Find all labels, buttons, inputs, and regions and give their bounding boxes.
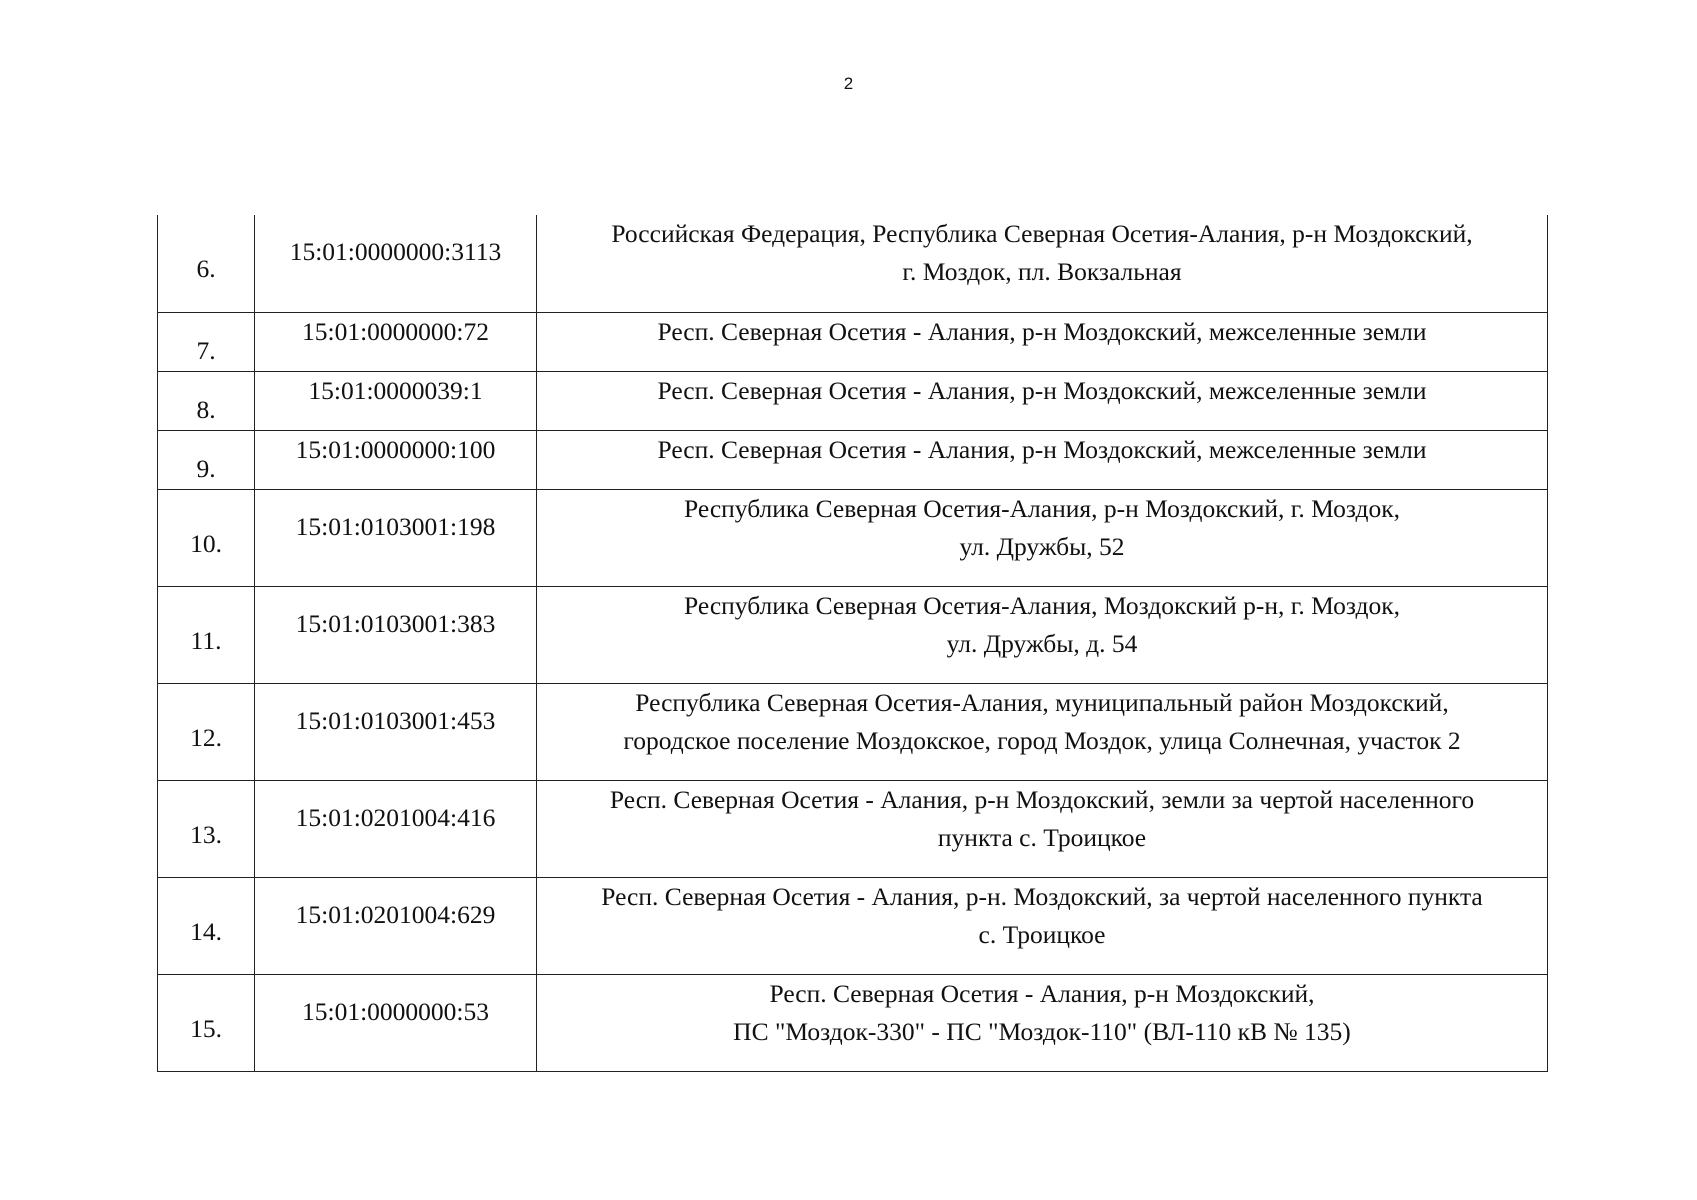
cadastral-number: 15:01:0000000:100 [255, 430, 537, 489]
cadastral-number: 15:01:0000039:1 [255, 371, 537, 430]
table-row [158, 780, 1548, 877]
row-number: 13. [158, 780, 255, 877]
address-line: ПС "Моздок-330" - ПС "Моздок-110" (ВЛ-110 кВ № 135) [733, 1016, 1351, 1046]
address-cell [537, 780, 1548, 877]
table-row [158, 974, 1548, 1071]
cadastral-number: 15:01:0000000:53 [255, 974, 537, 1071]
address-line: Республика Северная Осетия-Алания, муниципальный район Моздокский, [635, 687, 1449, 717]
table-row [158, 683, 1548, 780]
address-cell [537, 371, 1548, 430]
table-row [158, 586, 1548, 683]
address-cell [537, 430, 1548, 489]
page-number: 2 [843, 74, 854, 93]
cadastral-number: 15:01:0201004:416 [255, 780, 537, 877]
address-line: Респ. Северная Осетия - Алания, р-н Моздокский, межселенные земли [657, 316, 1427, 346]
cadastral-number: 15:01:0103001:198 [255, 489, 537, 586]
table-row [158, 371, 1548, 430]
cadastral-number: 15:01:0103001:383 [255, 586, 537, 683]
address-cell [537, 312, 1548, 371]
address-cell [537, 877, 1548, 974]
address-cell [537, 683, 1548, 780]
table-row [158, 430, 1548, 489]
table-row [158, 877, 1548, 974]
address-line: ул. Дружбы, д. 54 [946, 628, 1138, 658]
row-number: 9. [158, 430, 255, 489]
table-row [158, 215, 1548, 312]
address-line: Республика Северная Осетия-Алания, р-н Моздокский, г. Моздок, [684, 493, 1400, 523]
address-line: Респ. Северная Осетия - Алания, р-н. Моздокский, за чертой населенного пункта [601, 881, 1483, 911]
table-row [158, 312, 1548, 371]
cadastral-number: 15:01:0103001:453 [255, 683, 537, 780]
address-line: с. Троицкое [978, 919, 1106, 949]
address-line: ул. Дружбы, 52 [959, 531, 1125, 561]
row-number: 12. [158, 683, 255, 780]
row-number: 8. [158, 371, 255, 430]
address-line: Респ. Северная Осетия - Алания, р-н Моздокский, межселенные земли [657, 434, 1427, 464]
address-line: Республика Северная Осетия-Алания, Моздокский р-н, г. Моздок, [684, 590, 1400, 620]
parcels-table [157, 215, 1548, 1072]
address-line: городское поселение Моздокское, город Моздок, улица Солнечная, участок 2 [623, 725, 1461, 755]
address-line: Российская Федерация, Республика Северная Осетия-Алания, р-н Моздокский, [611, 219, 1473, 248]
cadastral-number: 15:01:0000000:3113 [255, 215, 537, 312]
address-line: г. Моздок, пл. Вокзальная [902, 257, 1182, 286]
row-number: 6. [158, 215, 255, 312]
cadastral-number: 15:01:0000000:72 [255, 312, 537, 371]
row-number: 7. [158, 312, 255, 371]
row-number: 14. [158, 877, 255, 974]
cadastral-number: 15:01:0201004:629 [255, 877, 537, 974]
address-cell [537, 974, 1548, 1071]
row-number: 11. [158, 586, 255, 683]
table-row [158, 489, 1548, 586]
address-line: Респ. Северная Осетия - Алания, р-н Моздокский, земли за чертой населенного [609, 784, 1475, 814]
address-line: пункта с. Троицкое [937, 822, 1147, 852]
address-line: Респ. Северная Осетия - Алания, р-н Моздокский, межселенные земли [657, 375, 1427, 405]
row-number: 10. [158, 489, 255, 586]
address-cell [537, 489, 1548, 586]
address-cell [537, 586, 1548, 683]
row-number: 15. [158, 974, 255, 1071]
address-cell [537, 215, 1548, 312]
address-line: Респ. Северная Осетия - Алания, р-н Моздокский, [769, 978, 1315, 1008]
